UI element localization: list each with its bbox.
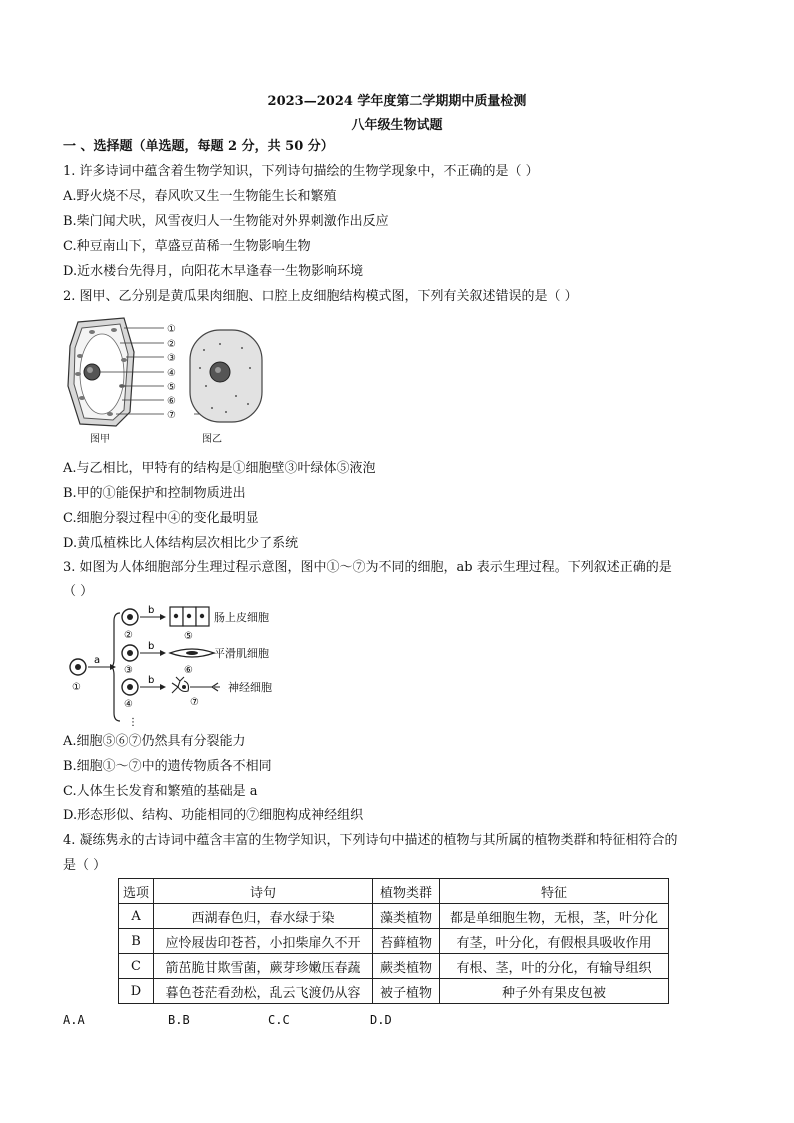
q1-option-b: B.柴门闻犬吠，风雪夜归人一生物能对外界刺激作出反应 <box>63 214 389 229</box>
smooth-muscle-cell-icon <box>170 649 214 657</box>
q4-table <box>118 878 669 1004</box>
cell-feature: 有根、茎，叶的分化，有输导组织 <box>440 954 669 979</box>
q2-cell-diagram <box>60 316 280 448</box>
cell-option: C <box>119 954 154 979</box>
cell-poem: 西湖春色归，春水绿于染 <box>154 904 373 929</box>
q2-option-c: C.细胞分裂过程中④的变化最明显 <box>63 511 259 526</box>
table-row <box>119 954 669 979</box>
cell-5-label: ⑤ <box>184 631 193 642</box>
q3-differentiation-diagram <box>64 603 284 729</box>
q1-option-c: C.种豆南山下，草盛豆苗稀一生物影响生物 <box>63 239 311 254</box>
animal-cell-figure <box>190 330 262 422</box>
cell-poem: 应怜屐齿印苍苔，小扣柴扉久不开 <box>154 929 373 954</box>
header-plant-group: 植物类群 <box>373 879 440 904</box>
table-row <box>119 979 669 1004</box>
q2-option-b: B.甲的①能保护和控制物质进出 <box>63 486 246 501</box>
tissue-label-muscle: 平滑肌细胞 <box>214 647 269 660</box>
plant-label-5: ⑤ <box>167 382 176 393</box>
cell-option: A <box>119 904 154 929</box>
neuron-icon <box>172 677 220 693</box>
cell-1-label: ① <box>72 682 81 693</box>
plant-label-3: ③ <box>167 353 176 364</box>
q4-stem-line2: 是（ ） <box>63 858 107 873</box>
cell-2-label: ② <box>124 630 133 641</box>
q1-stem: 1. 许多诗词中蕴含着生物学知识，下列诗句描绘的生物学现象中，不正确的是（ ） <box>63 164 539 179</box>
q1-option-d: D.近水楼台先得月，向阳花木早逢春一生物影响环境 <box>63 264 364 279</box>
q2-option-d: D.黄瓜植株比人体结构层次相比少了系统 <box>63 536 299 551</box>
q4-option-b: B.B <box>168 1013 190 1027</box>
svg-text:⋮: ⋮ <box>128 717 138 728</box>
q3-option-d: D.形态形似、结构、功能相同的⑦细胞构成神经组织 <box>63 808 364 823</box>
q3-stem-line2: （ ） <box>63 584 94 599</box>
plant-label-2: ② <box>167 339 176 350</box>
cell-plant-group: 蕨类植物 <box>373 954 440 979</box>
cell-feature: 有茎，叶分化，有假根具吸收作用 <box>440 929 669 954</box>
q3-option-b: B.细胞①～⑦中的遗传物质各不相同 <box>63 759 272 774</box>
table-row <box>119 904 669 929</box>
cell-6-label: ⑥ <box>184 665 193 676</box>
table-header-row <box>119 879 669 904</box>
tissue-label-epithelial: 肠上皮细胞 <box>214 611 269 624</box>
plant-label-6: ⑥ <box>167 396 176 407</box>
header-poem: 诗句 <box>154 879 373 904</box>
q3-stem-line1: 3. 如图为人体细胞部分生理过程示意图，图中①～⑦为不同的细胞，ab 表示生理过程。下列叙述正确的是 <box>63 560 672 575</box>
caption-figure-b: 图乙 <box>202 434 222 445</box>
process-a-label: a <box>94 655 101 666</box>
q1-option-a: A.野火烧不尽，春风吹又生一生物能生长和繁殖 <box>63 189 337 204</box>
plant-label-1: ① <box>167 324 176 335</box>
table-row <box>119 929 669 954</box>
header-option: 选项 <box>119 879 154 904</box>
q4-option-a: A.A <box>63 1013 85 1027</box>
q2-stem: 2. 图甲、乙分别是黄瓜果肉细胞、口腔上皮细胞结构模式图，下列有关叙述错误的是（ ） <box>63 289 578 304</box>
q3-option-a: A.细胞⑤⑥⑦仍然具有分裂能力 <box>63 734 246 749</box>
epithelial-cells-icon <box>170 607 209 626</box>
cell-feature: 都是单细胞生物，无根，茎，叶分化 <box>440 904 669 929</box>
q4-option-d: D.D <box>370 1013 392 1027</box>
process-b-label-3: b <box>148 675 155 686</box>
cell-plant-group: 苔藓植物 <box>373 929 440 954</box>
header-feature: 特征 <box>440 879 669 904</box>
process-b-label-1: b <box>148 605 155 616</box>
exam-title: 2023—2024 学年度第二学期期中质量检测 <box>267 94 527 109</box>
exam-subtitle: 八年级生物试题 <box>351 118 443 133</box>
cell-option: B <box>119 929 154 954</box>
plant-label-4: ④ <box>167 368 176 379</box>
cell-option: D <box>119 979 154 1004</box>
q3-option-c: C.人体生长发育和繁殖的基础是 a <box>63 784 258 799</box>
cell-7-label: ⑦ <box>190 697 199 708</box>
cell-plant-group: 被子植物 <box>373 979 440 1004</box>
q4-option-c: C.C <box>268 1013 290 1027</box>
cell-feature: 种子外有果皮包被 <box>440 979 669 1004</box>
caption-figure-a: 图甲 <box>90 434 110 445</box>
cell-plant-group: 藻类植物 <box>373 904 440 929</box>
cell-3-label: ③ <box>124 665 133 676</box>
process-b-label-2: b <box>148 641 155 652</box>
plant-label-7: ⑦ <box>167 410 176 421</box>
tissue-label-nerve: 神经细胞 <box>228 681 272 694</box>
section-heading: 一 、选择题（单选题，每题 2 分，共 50 分） <box>63 139 334 154</box>
q2-option-a: A.与乙相比，甲特有的结构是①细胞壁③叶绿体⑤液泡 <box>63 461 376 476</box>
cell-poem: 箭茁脆甘欺雪菌，蕨芽珍嫩压春蔬 <box>154 954 373 979</box>
cell-4-label: ④ <box>124 699 133 710</box>
q4-stem-line1: 4. 凝练隽永的古诗词中蕴含丰富的生物学知识，下列诗句中描述的植物与其所属的植物类群和特征相符合的 <box>63 833 678 848</box>
cell-poem: 暮色苍茫看劲松，乱云飞渡仍从容 <box>154 979 373 1004</box>
